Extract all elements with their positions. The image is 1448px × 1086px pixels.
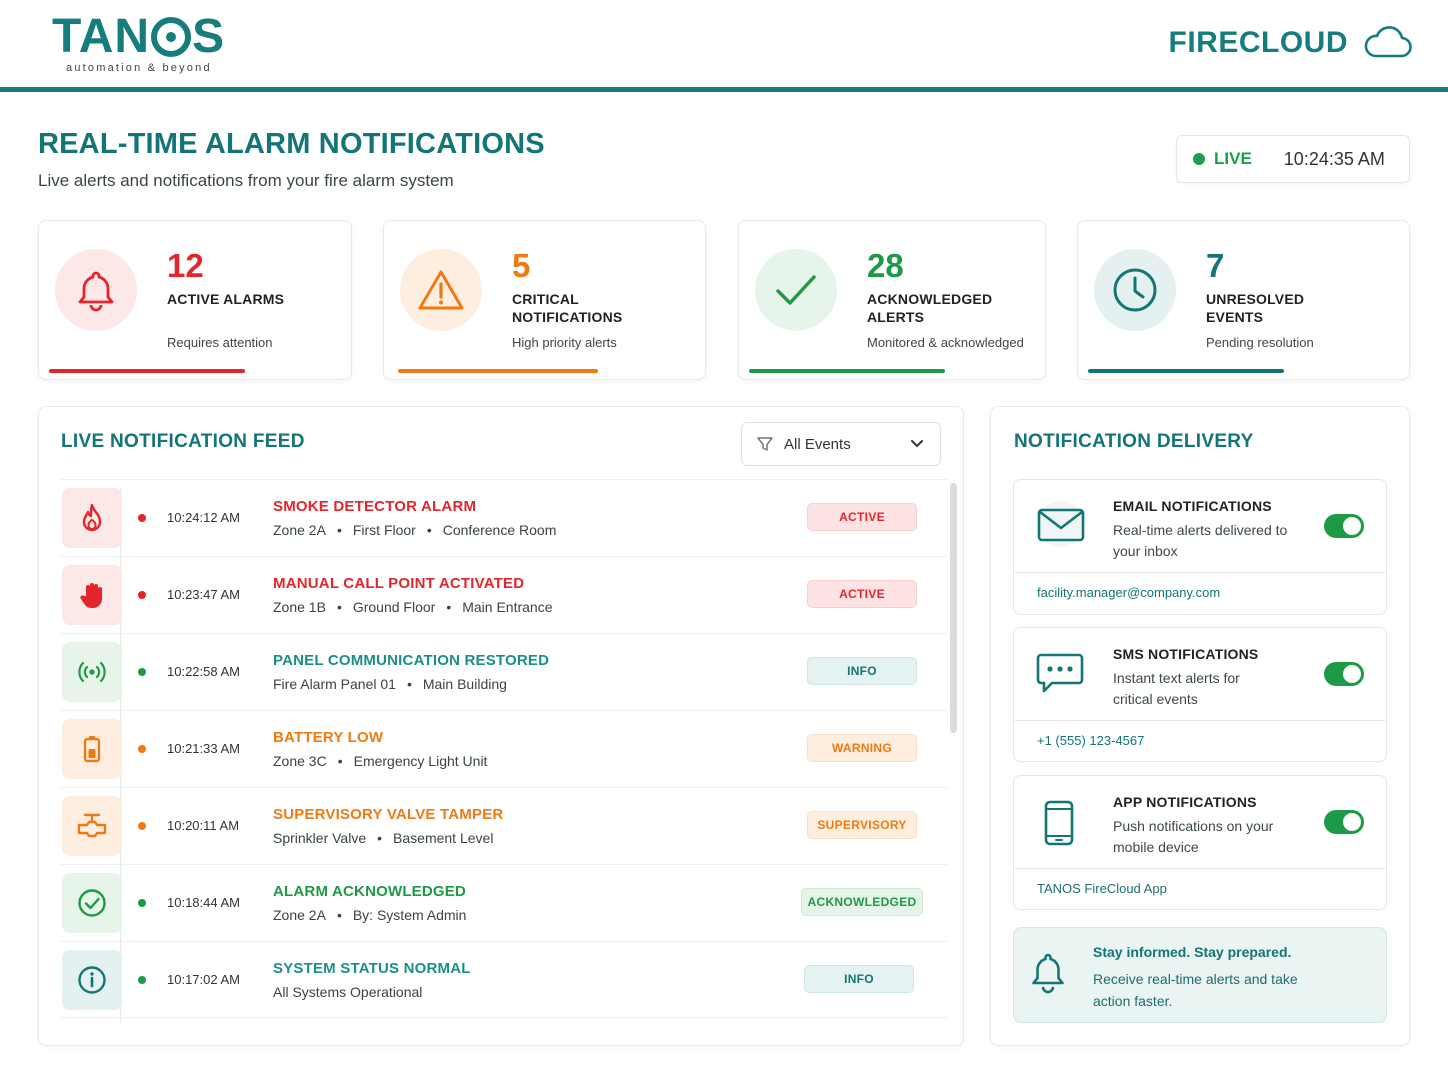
firecloud-brand — [1169, 26, 1413, 60]
status-badge: WARNING — [807, 734, 917, 762]
logo-tagline: automation & beyond — [66, 62, 212, 74]
status-dot — [138, 822, 146, 830]
filter-icon — [756, 435, 774, 453]
status-badge: INFO — [807, 657, 917, 685]
live-time: 10:24:35 AM — [1283, 148, 1385, 169]
stat-desc: Requires attention — [167, 335, 273, 350]
feed-title: MANUAL CALL POINT ACTIVATED — [273, 575, 525, 592]
divider — [1014, 720, 1386, 721]
email-toggle[interactable] — [1324, 514, 1364, 538]
delivery-title: NOTIFICATION DELIVERY — [1014, 431, 1254, 452]
stat-bar — [749, 369, 945, 373]
stat-value: 28 — [867, 247, 904, 284]
stat-card-active-alarms[interactable] — [38, 220, 352, 380]
event-filter-dropdown[interactable] — [741, 422, 941, 466]
chat-icon — [1036, 652, 1084, 701]
live-dot-icon — [1193, 153, 1205, 165]
feed-time: 10:21:33 AM — [167, 741, 240, 756]
filter-label: All Events — [784, 435, 851, 453]
feed-time: 10:20:11 AM — [167, 818, 240, 833]
feed-list — [61, 479, 947, 1018]
feed-time: 10:24:12 AM — [167, 510, 240, 525]
channel-desc: Real-time alerts delivered to your inbox — [1113, 522, 1288, 559]
flame-icon — [62, 488, 122, 548]
sms-toggle[interactable] — [1324, 662, 1364, 686]
mail-icon — [1036, 500, 1086, 553]
channel-desc: Push notifications on your mobile device — [1113, 818, 1274, 855]
sms-notifications-card — [1013, 627, 1387, 762]
page-subtitle: Live alerts and notifications from your fire alarm system — [38, 171, 454, 190]
channel-title: SMS NOTIFICATIONS — [1113, 646, 1259, 662]
logo-text-left: TAN — [52, 10, 151, 63]
status-badge: INFO — [804, 965, 914, 993]
channel-title: EMAIL NOTIFICATIONS — [1113, 498, 1272, 514]
phone-icon — [1044, 800, 1074, 851]
meta-device: Sprinkler Valve — [273, 830, 367, 846]
divider — [1014, 868, 1386, 869]
feed-item-smoke-detector[interactable] — [61, 479, 947, 556]
feed-item-manual-call-point[interactable] — [61, 556, 947, 633]
app-name: TANOS FireCloud App — [1037, 881, 1167, 896]
meta-zone: Zone 2A — [273, 907, 326, 923]
cloud-icon — [1362, 26, 1412, 60]
stat-card-acknowledged[interactable] — [738, 220, 1046, 380]
page-title: REAL-TIME ALARM NOTIFICATIONS — [38, 128, 545, 160]
stat-card-critical[interactable] — [383, 220, 706, 380]
stat-desc: Pending resolution — [1206, 335, 1314, 350]
meta-floor: First Floor — [352, 522, 416, 538]
feed-meta — [273, 984, 422, 1000]
meta-zone: Zone 2A — [273, 522, 326, 538]
promo-banner — [1013, 927, 1387, 1023]
status-dot — [138, 899, 146, 907]
live-feed-panel — [38, 406, 964, 1046]
status-dot — [138, 591, 146, 599]
meta-zone: Zone 3C — [273, 753, 327, 769]
hand-icon — [62, 565, 122, 625]
feed-title: SYSTEM STATUS NORMAL — [273, 960, 471, 977]
stat-label: UNRESOLVED EVENTS — [1206, 291, 1305, 325]
email-notifications-card — [1013, 479, 1387, 615]
meta-floor: Ground Floor — [352, 599, 436, 615]
info-icon — [62, 950, 122, 1010]
check-circle-icon — [62, 873, 122, 933]
live-status — [1176, 135, 1410, 183]
divider — [1014, 572, 1386, 573]
email-address: facility.manager@company.com — [1037, 585, 1221, 600]
feed-meta: Sprinkler Valve • Basement Level — [273, 830, 494, 846]
live-label: LIVE — [1214, 149, 1252, 168]
feed-item-battery-low[interactable] — [61, 710, 947, 787]
meta-location: Conference Room — [442, 522, 557, 538]
brand-name: FIRECLOUD — [1168, 26, 1348, 59]
status-dot — [138, 514, 146, 522]
status-dot — [138, 976, 146, 984]
bell-icon — [1030, 952, 1066, 1001]
stat-value: 5 — [512, 247, 531, 284]
status-badge: ACTIVE — [807, 580, 917, 608]
promo-title: Stay informed. Stay prepared. — [1093, 944, 1292, 960]
battery-icon — [62, 719, 122, 779]
meta-device: Emergency Light Unit — [353, 753, 488, 769]
app-notifications-card — [1013, 775, 1387, 910]
feed-time: 10:23:47 AM — [167, 587, 240, 602]
feed-item-panel-communication[interactable] — [61, 633, 947, 710]
feed-meta: Zone 2A • By: System Admin — [273, 907, 467, 923]
meta-status: All Systems Operational — [273, 984, 423, 1000]
status-dot — [138, 668, 146, 676]
stat-value: 7 — [1206, 247, 1225, 284]
chevron-down-icon — [910, 439, 924, 449]
bell-icon — [55, 249, 137, 331]
stat-label: ACKNOWLEDGED ALERTS — [867, 291, 993, 325]
feed-time: 10:22:58 AM — [167, 664, 240, 679]
feed-meta: Zone 3C • Emergency Light Unit — [273, 753, 488, 769]
stat-bar — [49, 369, 245, 373]
feed-time: 10:18:44 AM — [167, 895, 240, 910]
app-header — [0, 0, 1448, 92]
feed-title: ALARM ACKNOWLEDGED — [273, 883, 467, 900]
stat-label: CRITICAL NOTIFICATIONS — [512, 291, 623, 325]
meta-zone: Zone 1B — [273, 599, 326, 615]
stat-desc: Monitored & acknowledged — [867, 335, 1024, 350]
feed-title: BATTERY LOW — [273, 729, 384, 746]
feed-meta: Fire Alarm Panel 01 • Main Building — [273, 676, 507, 692]
stat-card-unresolved[interactable] — [1077, 220, 1410, 380]
logo-text-right: S — [192, 10, 226, 63]
meta-device: Fire Alarm Panel 01 — [273, 676, 396, 692]
stat-bar — [398, 369, 598, 373]
feed-title: LIVE NOTIFICATION FEED — [61, 431, 305, 452]
tanos-logo[interactable] — [52, 12, 225, 74]
check-icon — [755, 249, 837, 331]
meta-user: By: System Admin — [352, 907, 467, 923]
feed-meta: Zone 2A • First Floor • Conference Room — [273, 522, 557, 538]
stat-label: ACTIVE ALARMS — [167, 291, 285, 307]
feed-item-valve-tamper[interactable] — [61, 787, 947, 864]
warning-icon — [400, 249, 482, 331]
feed-meta: Zone 1B • Ground Floor • Main Entrance — [273, 599, 553, 615]
status-badge: ACKNOWLEDGED — [801, 888, 923, 916]
meta-location: Main Building — [422, 676, 507, 692]
meta-location: Basement Level — [393, 830, 494, 846]
sms-number: +1 (555) 123-4567 — [1037, 733, 1145, 748]
stat-value: 12 — [167, 247, 204, 284]
logo-o-icon — [151, 17, 191, 57]
channel-desc: Instant text alerts for critical events — [1113, 670, 1240, 707]
feed-item-system-normal[interactable] — [61, 941, 947, 1018]
status-badge: SUPERVISORY — [807, 811, 917, 839]
meta-location: Main Entrance — [462, 599, 553, 615]
delivery-panel — [990, 406, 1410, 1046]
status-badge: ACTIVE — [807, 503, 917, 531]
feed-title: SMOKE DETECTOR ALARM — [273, 498, 477, 515]
feed-title: PANEL COMMUNICATION RESTORED — [273, 652, 550, 669]
signal-icon — [62, 642, 122, 702]
promo-text: Receive real-time alerts and take action faster. — [1093, 971, 1298, 1009]
feed-scrollbar[interactable] — [950, 483, 957, 733]
status-dot — [138, 745, 146, 753]
feed-time: 10:17:02 AM — [167, 972, 240, 987]
app-toggle[interactable] — [1324, 810, 1364, 834]
feed-title: SUPERVISORY VALVE TAMPER — [273, 806, 504, 823]
feed-item-alarm-acknowledged[interactable] — [61, 864, 947, 941]
stat-desc: High priority alerts — [512, 335, 617, 350]
clock-icon — [1094, 249, 1176, 331]
channel-title: APP NOTIFICATIONS — [1113, 794, 1257, 810]
stat-bar — [1088, 369, 1284, 373]
valve-icon — [62, 796, 122, 856]
